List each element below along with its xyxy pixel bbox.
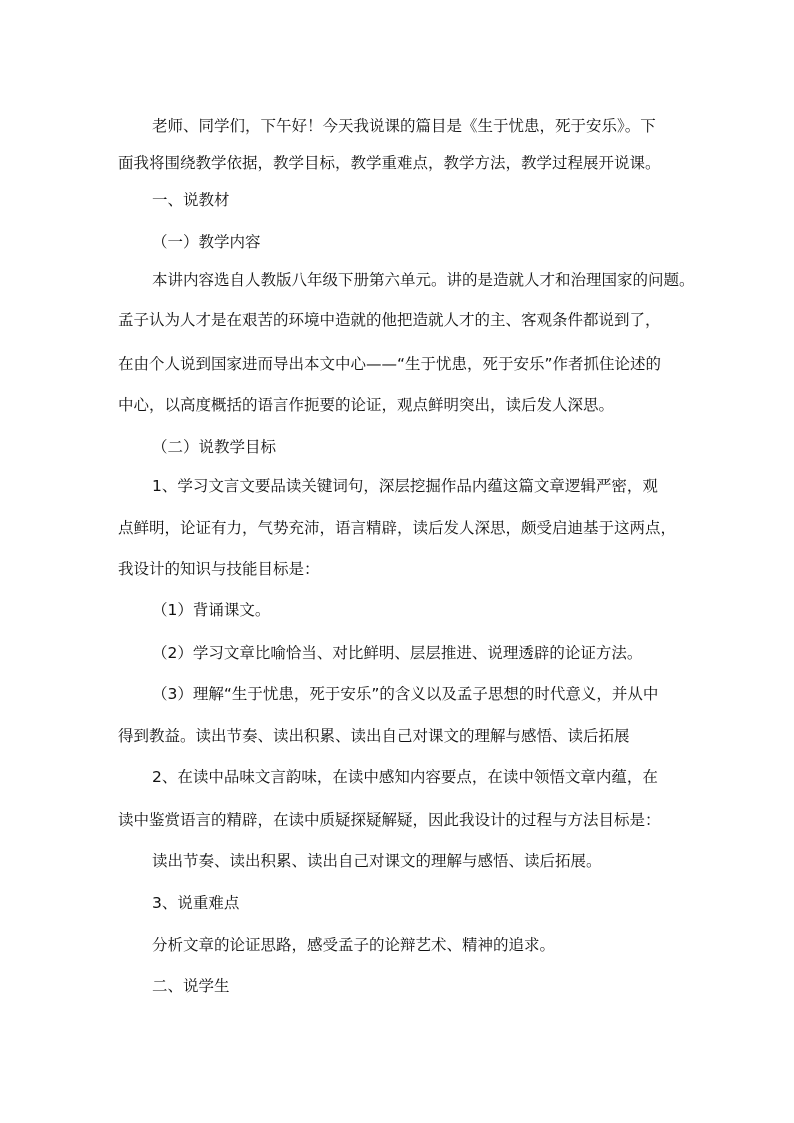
list-item-1: （1）背诵课文。 [152,601,271,619]
subheading-teaching-content: （一）教学内容 [152,233,261,251]
subheading-teaching-goals: （二）说教学目标 [152,438,277,456]
paragraph-line-8: 中心，以高度概括的语言作扼要的论证，观点鲜明突出，读后发人深思。 [118,396,615,414]
paragraph-line-6: 孟子认为人才是在艰苦的环境中造就的他把造就人才的主、客观条件都说到了， [118,311,661,329]
list-item-3: （3）理解“生于忧患，死于安乐”的含义以及孟子思想的时代意义，并从中 [152,685,659,703]
paragraph-line-1: 老师、同学们，下午好！今天我说课的篇目是《生于忧患，死于安乐》。下 [152,117,656,135]
section-heading-teaching-material: 一、说教材 [152,191,230,209]
paragraph-line-7: 在由个人说到国家进而导出本文中心——“生于忧患，死于安乐”作者抓住论述的 [118,355,662,373]
paragraph-line-21: 分析文章的论证思路，感受孟子的论辩艺术、精神的追求。 [152,936,556,954]
section-heading-students: 二、说学生 [152,977,230,995]
paragraph-line-10: 1、学习文言文要品读关键词句，深层挖掘作品内蕴这篇文章逻辑严密，观 [152,477,658,495]
paragraph-line-17: 2、在读中品味文言韵味，在读中感知内容要点，在读中领悟文章内蕴，在 [152,768,658,786]
paragraph-line-2: 面我将围绕教学依据，教学目标，教学重难点，教学方法，教学过程展开说课。 [118,154,661,172]
paragraph-line-19: 读出节奏、读出积累、读出自己对课文的理解与感悟、读后拓展。 [152,852,602,870]
paragraph-line-11: 点鲜明，论证有力，气势充沛，语言精辟，读后发人深思，颇受启迪基于这两点， [118,519,677,537]
paragraph-line-18: 读中鉴赏语言的精辟，在读中质疑探疑解疑，因此我设计的过程与方法目标是： [118,811,661,829]
paragraph-line-16: 得到教益。读出节奏、读出积累、读出自己对课文的理解与感悟、读后拓展 [118,727,630,745]
subheading-key-points: 3、说重难点 [152,894,240,912]
paragraph-line-12: 我设计的知识与技能目标是： [118,560,320,578]
list-item-2: （2）学习文章比喻恰当、对比鲜明、层层推进、说理透辟的论证方法。 [152,644,643,662]
paragraph-line-5: 本讲内容选自人教版八年级下册第六单元。讲的是造就人才和治理国家的问题。 [152,271,695,289]
